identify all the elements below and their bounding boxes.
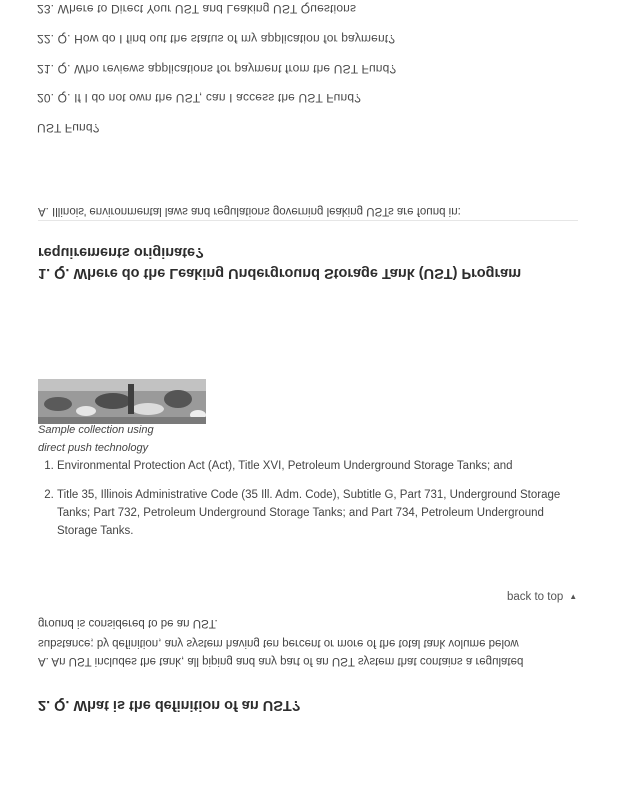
toc-link-23-label: 23. Where to Direct Your UST and Leaking UST Questions (37, 2, 357, 16)
photo-caption-line1: Sample collection using (38, 424, 154, 436)
toc-link-19-tail[interactable] (37, 121, 100, 135)
caret-up-icon: ▲ (569, 592, 578, 601)
q2-answer-line2: substance; by definition, any system having ten percent or more of the total tank volume below (38, 637, 519, 649)
sample-collection-photo (38, 379, 206, 424)
section-divider (38, 220, 578, 221)
toc-link-22[interactable] (37, 32, 395, 46)
q1-answer-intro: A. Illinois' environmental laws and regulations governing leaking USTs are found in: (38, 205, 461, 217)
back-to-top-label: back to top (507, 591, 564, 603)
toc-link-22-label: 22. Q. How do I find out the status of my application for payment? (37, 32, 396, 46)
toc-link-23[interactable] (37, 2, 356, 16)
back-to-top-link[interactable] (507, 591, 577, 603)
q2-answer-line3: ground is considered to be an UST. (38, 617, 218, 629)
requirements-list-item: 1. Environmental Protection Act (Act), Title XVI, Petroleum Underground Storage Tanks; and (57, 457, 587, 475)
toc-link-20[interactable] (37, 91, 361, 105)
q1-heading-line1: 1. Q. Where do the Leaking Underground Storage Tank (UST) Program (38, 265, 522, 281)
toc-link-19-tail-label: UST Fund? (37, 121, 100, 135)
requirements-list (38, 457, 587, 551)
requirements-list-item: 2. Title 35, Illinois Administrative Code (35 Ill. Adm. Code), Subtitle G, Part 731, Underground Storage Tanks; Part 732, Petroleum Underground Storage Tanks; and Part 734, Petroleum Underground Storage Tanks. (57, 486, 587, 540)
q2-answer-line1: A. An UST includes the tank, all piping and any part of an UST system that contains a regulated (38, 655, 524, 667)
photo-caption-line2: direct push technology (38, 442, 149, 454)
q1-heading-line2: requirements originate? (38, 244, 204, 260)
toc-link-21-label: 21. Q. Who reviews applications for payment from the UST Fund? (37, 62, 397, 76)
q2-heading: 2. Q. What is the definition of an UST? (38, 697, 301, 713)
toc-link-20-label: 20. Q. If I do not own the UST, can I access the UST Fund? (37, 91, 361, 105)
toc-link-21[interactable] (37, 62, 396, 76)
